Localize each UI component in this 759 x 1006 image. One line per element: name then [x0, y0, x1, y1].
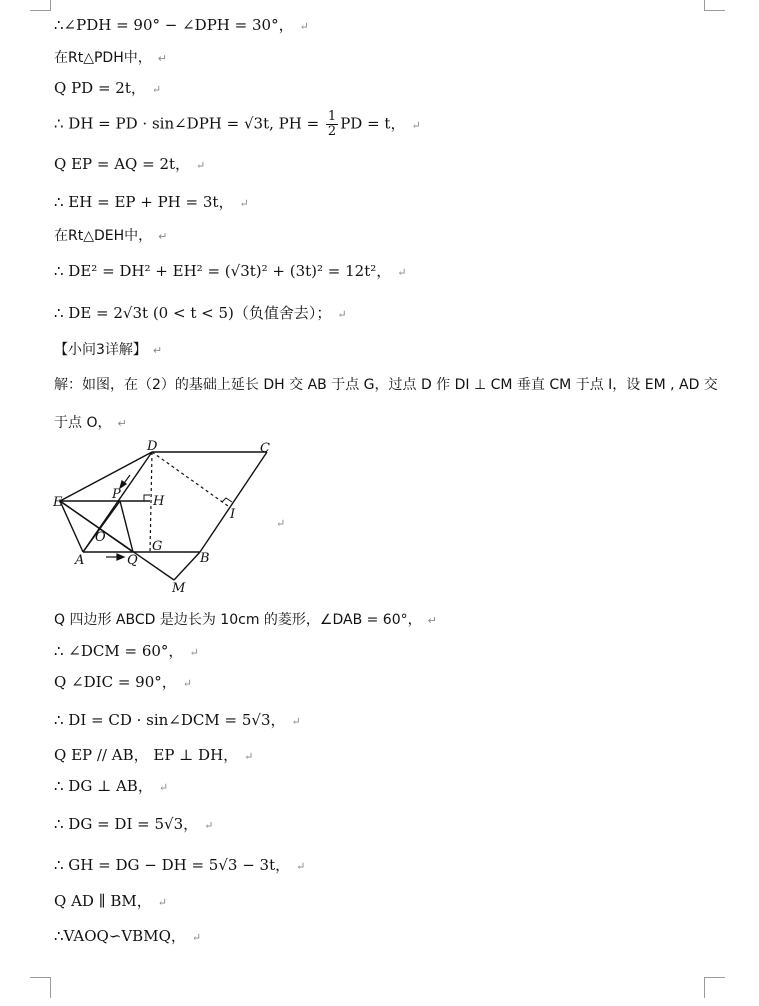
- math-line-5: Q EP = AQ = 2t， ↵: [54, 155, 206, 173]
- math-line-19: ∴ DG = DI = 5√3， ↵: [54, 815, 214, 833]
- math-line-11: 解：如图，在（2）的基础上延长 DH 交 AB 于点 G，过点 D 作 DI ⊥ CM 垂直 CM 于点 I，设 EM , AD 交: [54, 377, 718, 393]
- math-line-14: ∴ ∠DCM = 60°， ↵: [54, 642, 199, 660]
- label-c: C: [260, 441, 270, 456]
- math-line-13: Q 四边形 ABCD 是边长为 10cm 的菱形，∠DAB = 60°， ↵: [54, 612, 437, 628]
- right-angle-h: [144, 495, 150, 501]
- segment-cb: [200, 452, 267, 552]
- math-line-8: ∴ DE² = DH² + EH² = (√3t)² + (3t)² = 12t²， ↵: [54, 262, 407, 280]
- label-g: G: [152, 539, 163, 554]
- math-line-17: Q EP // AB， EP ⊥ DH， ↵: [54, 746, 254, 764]
- math-line-15: Q ∠DIC = 90°， ↵: [54, 673, 192, 691]
- math-line-2: 在Rt△PDH中， ↵: [54, 50, 167, 66]
- math-line-12: 于点 O， ↵: [54, 415, 127, 431]
- math-line-21: Q AD ∥ BM， ↵: [54, 892, 167, 910]
- label-e: E: [53, 495, 63, 510]
- page-corner-bottom-right: [704, 977, 725, 998]
- geometry-diagram: [50, 440, 285, 600]
- math-line-16: ∴ DI = CD · sin∠DCM = 5√3， ↵: [54, 711, 301, 729]
- math-line-18: ∴ DG ⊥ AB， ↵: [54, 777, 169, 795]
- label-m: M: [172, 581, 186, 596]
- label-i: I: [230, 507, 236, 522]
- section-heading: 【小问3详解】 ↵: [54, 342, 163, 358]
- label-h: H: [153, 494, 165, 509]
- right-angle-i: [222, 498, 232, 502]
- page-corner-top-left: [30, 0, 51, 11]
- math-line-6: ∴ EH = EP + PH = 3t， ↵: [54, 193, 249, 211]
- page-corner-bottom-left: [30, 977, 51, 998]
- segment-ed: [60, 452, 152, 501]
- math-line-3: Q PD = 2t， ↵: [54, 79, 162, 97]
- arrowhead-q: [117, 554, 124, 560]
- diagram-return: ↵: [276, 517, 286, 530]
- math-line-7: 在Rt△DEH中， ↵: [54, 228, 168, 244]
- fraction-half: $\frac{1}{2}$: [327, 109, 337, 139]
- label-b: B: [200, 551, 210, 566]
- label-a: A: [75, 553, 85, 568]
- label-o: O: [95, 530, 106, 545]
- label-d: D: [147, 440, 158, 454]
- page-corner-top-right: [704, 0, 725, 11]
- math-line-22: ∴VAOQ∽VBMQ， ↵: [54, 927, 202, 945]
- label-p: P: [112, 487, 121, 502]
- math-line-4: ∴ DH = PD · sin∠DPH = √3t, PH = $\frac{1}{2}$ PD = t， ↵: [54, 109, 421, 139]
- math-line-9: ∴ DE = 2√3t (0 < t < 5)（负值舍去）； ↵: [54, 304, 347, 322]
- math-line-1: ∴∠PDH = 90° − ∠DPH = 30°， ↵: [54, 16, 309, 34]
- segment-bm: [174, 552, 200, 580]
- label-q: Q: [127, 553, 138, 568]
- math-line-20: ∴ GH = DG − DH = 5√3 − 3t， ↵: [54, 856, 306, 874]
- segment-dg-dashed: [150, 452, 152, 552]
